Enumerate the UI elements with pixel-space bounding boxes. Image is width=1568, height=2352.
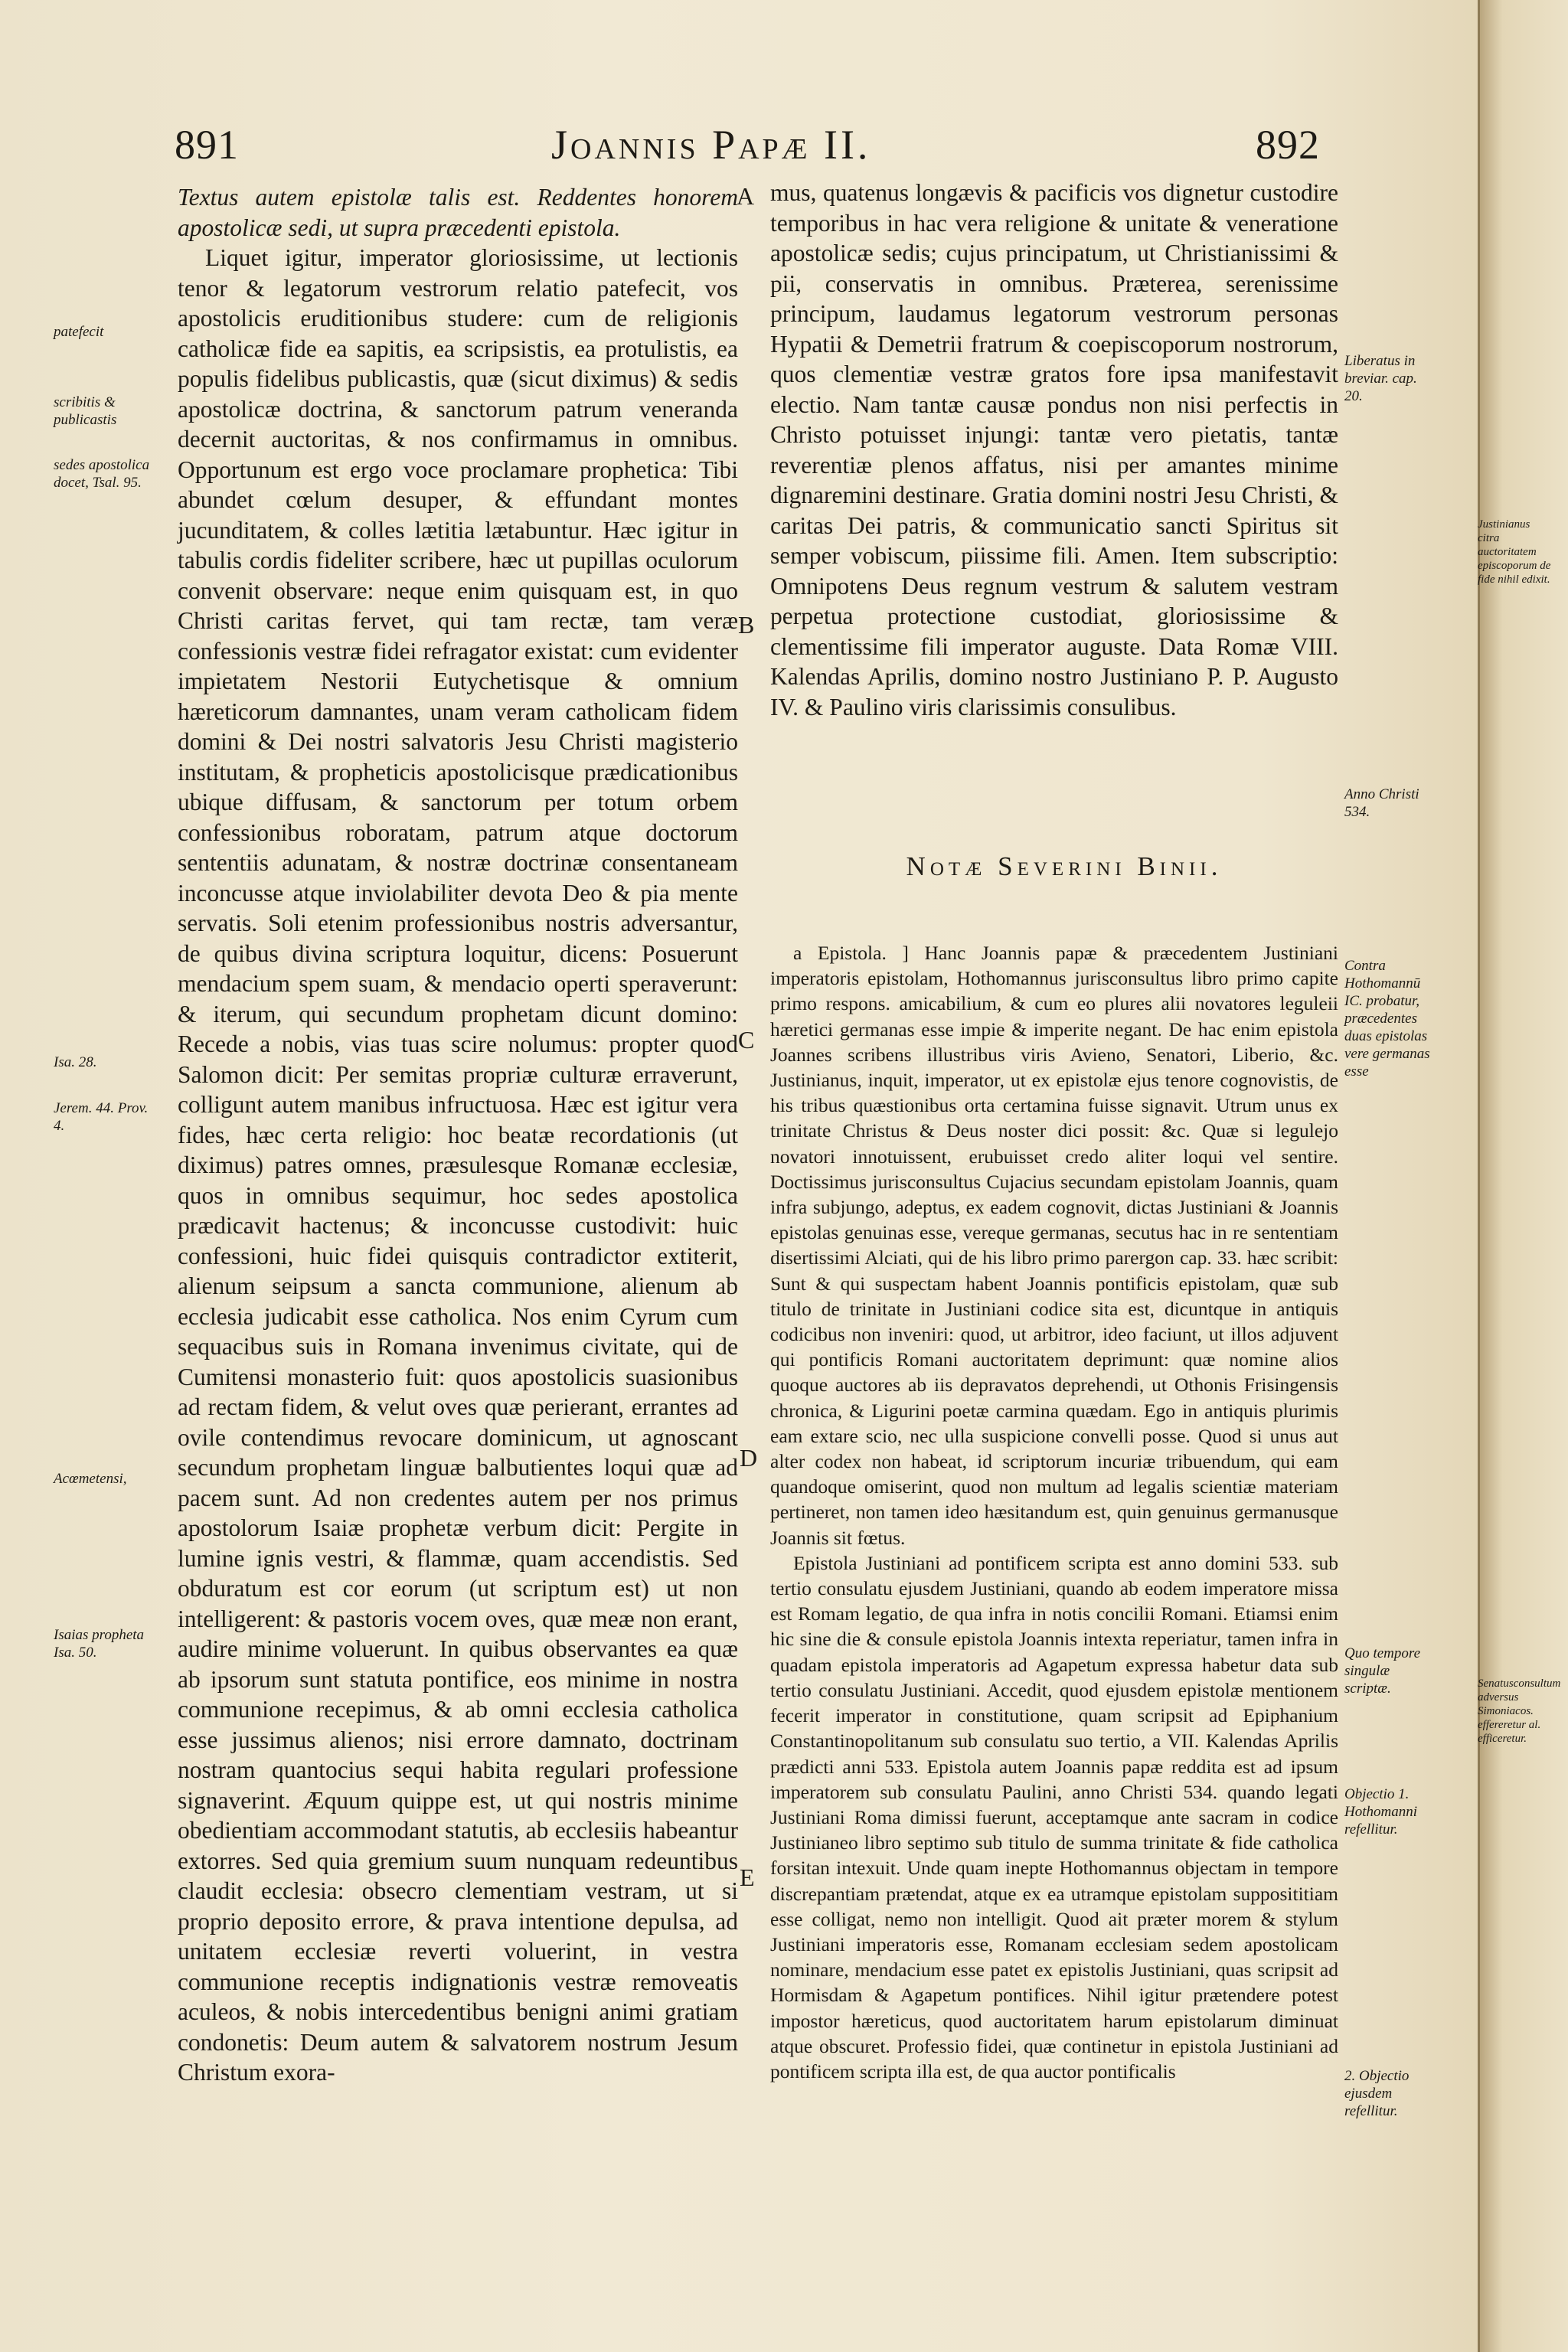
notes-title: Notæ Severini Binii. (906, 851, 1223, 881)
facing-page-edge (1478, 0, 1568, 2352)
notes-column (770, 940, 1338, 2084)
margin-note: Contra Hothomannū IC. probatur, præcedentes duas epistolas vere germanas esse (1344, 958, 1430, 1080)
section-letter: E (740, 1864, 755, 1891)
section-letter: C (738, 1026, 755, 1054)
margin-note: Quo tempore singulæ scriptæ. (1344, 1645, 1421, 1697)
margin-note: Objectio 1. Hothomanni refellitur. (1344, 1786, 1417, 1838)
gutter-note: Justinianus citra auctoritatem episcoporum de fide nihil edixit. (1478, 518, 1551, 586)
section-letter: D (740, 1444, 758, 1472)
note-paragraph: Epistola Justiniani ad pontificem scripta est anno domini 533. sub tertio consulatu ejusdem Justiniani, quando ab eodem imperatore missa est Romam legatio, de qua infra in notis concilii Romani. Etiamsi enim hic sine die & consule epistola Joannis intexta reperiatur, tamen infra in quadam epistola imperatoris ad Agapetum expressa habetur data sub tertio consulatu Justiniani. Accedit, quod ejusdem epistolæ mentionem fecerit imperator in constitutione, quam scripsit ad Epiphanium Constantinopolitanum sub consulatu suo tertio, a VII. Kalendas Aprilis prædicti anni 533. Epistola autem Joannis papæ reddita est ad ipsum imperatorem sub consulatu Paulini, anno Christi 534. quando legati Justiniani Roma dimissi fuerunt, acceptamque ante sacram in codice Justinianeo libro septimo sub titulo de summa trinitate & fide catholica forsitan intexuit. Unde quam inepte Hothomannus objectam in tempore discrepantiam prætendat, atque ex ea utramque epistolam supposititiam esse colligat, nemo non intelligit. Quod ait præter morem & stylum Justiniani imperatoris esse, Romanam ecclesiam sedem apostolicam nominare, mendacium esse patet ex epistolis Justiniani, quas scripsit ad Hormisdam & Agapetum pontifices. Nihil igitur prætendere potest impostor hæreticus, quod auctoritatem harum epistolarum diminuat atque obscuret. Professio fidei, quæ continetur in epistola Justiniani ad pontificem scripta illa est, de qua auctor pontificalis (770, 1551, 1338, 2082)
right-column (770, 178, 1338, 722)
margin-note: Isa. 28. (54, 1054, 97, 1070)
margin-note: Liberatus in breviar. cap. 20. (1344, 353, 1417, 404)
note-paragraph: a Epistola. ] Hanc Joannis papæ & præcedentem Justiniani imperatoris epistolam, Hothomannus jurisconsultus libro primo capite primo respons. amicabilium, & cum eo plures alii novatores leguleii hæretici germanas esse impie & imperite negant. De hac enim epistola Joannes scribens illustribus viris Avieno, Senatori, Liberio, &c. Justinianus, inquit, imperator, ut ex epistolæ ejus tenore cognovistis, de his tribus quæstionibus orta certamina fuisse signavit. Utrum unus ex trinitate Christus & Deus noster dici possit: &c. Quæ si legulejo novatori innotuissent, erubuisset credo aliter loqui vel sentire. Doctissimus jurisconsultus Cujacius secundam epistolam Joannis, quam infra subjungo, adeptus, ex eadem cognovit, dictas Justiniani & Joannis epistolas genuinas esse, vereque germanas, secutus hac in re sententiam disertissimi Alciati, qui de his libro primo parergon cap. 33. hæc scribit: Sunt & qui suspectam habent Joannis pontificis epistolam, quæ sub titulo de trinitate in Justiniani codice sita est, dicuntque in antiquis codicibus non inveniri: quod, ut arbitror, ideo faciunt, ut illos adjuvent qui pontificis Romani auctoritatem deprimunt: quæ nomine alios quoque auctores ab iis depravatos deprehendi, ut Othonis Frisingensis chronica, & Ligurini poetæ carmina quædam. Ego in antiquis plurimis eam extare scio, nec ulla suspicione convelli posse. Quod si unus aut alter codex non habeat, id scriptorum incuriæ tribuendum, qui eam quandoque omiserint, quod non multum ad legalis scientiæ materiam pertineret, non tamen ideo hæsitandum est, quin genuinus germanusque Joannis sit fœtus. (770, 942, 1338, 1549)
left-intro: Textus autem epistolæ talis est. Reddentes honorem apostolicæ sedi, ut supra præcedenti epistola. (178, 184, 738, 241)
margin-note: Isaias propheta Isa. 50. (54, 1627, 145, 1661)
section-letter: A (737, 182, 755, 210)
margin-note: Jerem. 44. Prov. 4. (54, 1100, 149, 1134)
left-body: Liquet igitur, imperator gloriosissime, ut lectionis tenor & legatorum vestrorum relatio patefecit, vos apostolicis eruditionibus studere: cum de religionis catholicæ fide ea sapitis, ea scripsistis, ea protulistis, ea populis fidelibus publicastis, quæ (sicut diximus) & sedis apostolicæ doctrina, & sanctorum patrum veneranda decernit auctoritas, & nos confirmamus in omnibus. Opportunum est ergo voce proclamare prophetica: Tibi abundet cœlum desuper, & effundant montes jucunditatem, & colles lætitia lætabuntur. Hæc igitur in tabulis cordis fideliter scribere, hæc ut pupillas oculorum convenit observare: neque enim quisquam est, in quo Christi caritas fervet, qui tam rectæ, tam veræ confessionis vestræ fidei refragator existat: cum evidenter impietatem Nestorii Eutychetisque & omnium hæreticorum damnantes, unam veram catholicam fidem domini & Dei nostri salvatoris Jesu Christi magisterio institutam, & propheticis apostolicisque prædicationibus ubique diffusam, & sanctorum per totum orbem confessionibus roboratam, patrum atque doctorum sententiis adunatam, & nostræ doctrinæ consentaneam inconcusse atque inviolabiliter devota Deo & pia mente servatis. Soli etenim professionibus nostris adversantur, de quibus divina scriptura loquitur, dicens: Posuerunt mendacium spem suam, & mendacio operti speraverunt: & iterum, qui secundum prophetam dicunt domino: Recede a nobis, vias tuas scire nolumus: propter quod Salomon dicit: Per semitas propriæ culturæ erraverunt, colligunt autem manibus infructuosa. Hæc est igitur vera fides, hæc certa religio: hoc beatæ recordationis (ut diximus) patres omnes, præsulesque Romanæ ecclesiæ, quos in omnibus sequimur, hoc sedes apostolica prædicavit hactenus; & inconcusse custodivit: huic confessioni, huic fidei quisquis contradictor extiterit, alienum seipsum a sancta communione, alienum ab ecclesia judicabit esse catholica. Nos enim Cyrum cum sequacibus suis in Romana invenimus civitate, qui de Cumitensi monasterio fuit: quos apostolicis suasionibus ad rectam fidem, & velut oves quæ perierant, errantes ad ovile contendimus revocare dominicum, ut agnoscant secundum prophetam linguæ balbutientes loqui quæ ad pacem sunt. Ad non credentes autem per nos primus apostolorum Isaiæ prophetæ verbum dicit: Pergite in lumine ignis vestri, & flammæ, quam accendistis. Sed obduratum est cor eorum (ut scriptum est) ut non intelligerent: & pastoris vocem oves, quæ meæ non erant, audire minime voluerunt. In quibus observantes ea quæ ab ipsorum sunt statuta pontifice, eos minime in nostra communione recepimus, & ab omni ecclesia catholica esse jussimus alienos; nisi errore damnato, doctrinam nostram quantocius sequi habita regulari professione signaverint. Æquum quippe est, ut qui nostris minime obedientiam accommodant statutis, ab ecclesiis habeantur extorres. Sed quia gremium suum nunquam redeuntibus claudit ecclesia: obsecro clementiam vestram, ut si proprio deposito errore, & prava intentione depulsa, ad unitatem ecclesiæ reverti voluerint, in vestra communione receptis indignationis vestræ removeatis aculeos, & nobis intercedentibus benigni animi gratiam condonetis: Deum autem & salvatorem nostrum Jesum Christum exora- (178, 244, 738, 2086)
left-page-number: 891 (175, 122, 239, 168)
margin-note: Acœmetensi, (54, 1471, 127, 1487)
margin-note: patefecit (54, 324, 104, 340)
margin-note: 2. Objectio ejusdem refellitur. (1344, 2068, 1410, 2119)
margin-note: sedes apostolica docet, Tsal. 95. (54, 457, 150, 491)
right-body: mus, quatenus longævis & pacificis vos dignetur custodire temporibus in hac vera religione & unitate & veneratione apostolicæ sedis; cujus principatum, ut Christianissimi & pii, conservatis in omnibus. Præterea, serenissime principum, laudamus legatorum vestrorum personas Hypatii & Demetrii fratrum & coepiscoporum nostrorum, quos clementiæ vestræ gratos fore ipsa manifestavit electio. Nam tantæ causæ pondus non nisi perfectis in Christo potuisset injungi: tantæ vero pietatis, tantæ reverentiæ plenos affatus, nisi per amantes minime dignaremini destinare. Gratia domini nostri Jesu Christi, & caritas Dei patris, & communicatio sancti Spiritus sit semper vobiscum, piissime fili. Amen. Item subscriptio: Omnipotens Deus regnum vestrum & salutem vestram perpetua protectione custodiat, gloriosissime & clementissime fili imperator auguste. Data Romæ VIII. Kalendas Aprilis, domino nostro Justiniano P. P. Augusto IV. & Paulino viris clarissimis consulibus. (770, 179, 1338, 720)
section-letter: B (738, 611, 755, 639)
margin-note: scribitis & publicastis (54, 394, 117, 428)
left-column (178, 182, 738, 2088)
running-title: Joannis Papæ II. (551, 122, 871, 168)
right-page-number: 892 (1256, 122, 1320, 168)
gutter-note: Senatusconsultum adversus Simoniacos. effereretur al. efficeretur. (1478, 1677, 1561, 1745)
margin-note: Anno Christi 534. (1344, 786, 1419, 820)
